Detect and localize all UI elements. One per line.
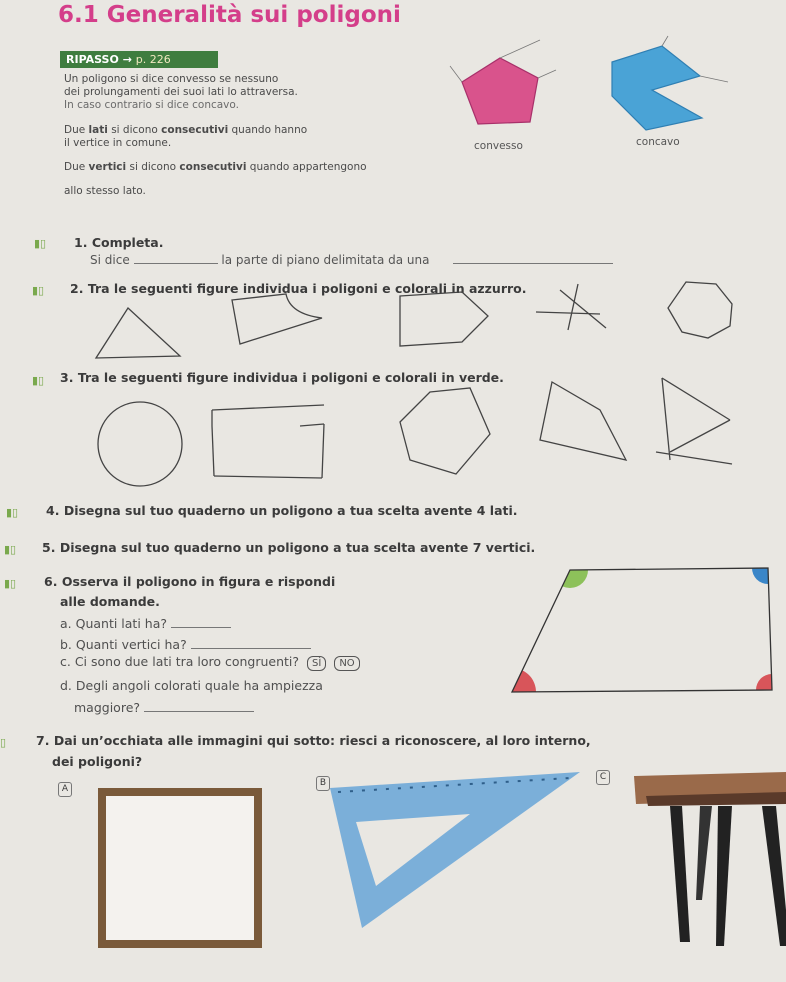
text-span: quando hanno — [228, 124, 308, 136]
difficulty-icon: ▮▯ — [4, 577, 17, 590]
difficulty-icon: ▮▯ — [6, 506, 19, 519]
section-number: 6.1 — [58, 2, 99, 28]
exercise-text: Disegna sul tuo quaderno un poligono a tua scelta avente 4 lati. — [63, 503, 518, 518]
exercise-6-title-cont: alle domande. — [60, 594, 160, 609]
convex-label: convesso — [474, 140, 523, 152]
stool-image — [634, 772, 786, 946]
yes-option[interactable]: SÌ — [307, 656, 326, 671]
bold-term: consecutivi — [161, 124, 229, 136]
definition-line: Un poligono si dice convesso se nessuno — [64, 73, 279, 85]
exercise-number: 1. — [74, 235, 88, 250]
difficulty-icon: ▮▯ — [32, 374, 45, 387]
label-a: A — [58, 782, 72, 797]
picture-frame-image — [98, 788, 262, 948]
no-option[interactable]: NO — [334, 656, 359, 671]
arrow-icon: → — [122, 53, 132, 66]
exercise-text: Disegna sul tuo quaderno un poligono a tua scelta avente 7 vertici. — [59, 540, 536, 555]
exercise-number: 4. — [46, 503, 60, 518]
definition-line: allo stesso lato. — [64, 185, 146, 197]
question-d: d. Degli angoli colorati quale ha ampiezza — [60, 678, 323, 693]
text-span: Si dice — [90, 253, 130, 267]
label-b: B — [316, 776, 330, 791]
exercise-text: Osserva il poligono in figura e rispondi — [61, 574, 336, 589]
concave-label: concavo — [636, 136, 680, 148]
exercise-number: 3. — [60, 370, 74, 385]
exercise-title: Completa. — [91, 235, 164, 250]
difficulty-icon: ▯ — [0, 736, 7, 749]
set-square-image — [330, 772, 580, 928]
question-text: c. Ci sono due lati tra loro congruenti? — [60, 654, 300, 669]
definition-line: In caso contrario si dice concavo. — [64, 99, 239, 111]
exercise-text: Dai un’occhiata alle immagini qui sotto: riesci a riconoscere, al loro interno, — [53, 733, 591, 748]
text-span: Due — [64, 124, 89, 136]
bold-term: lati — [88, 124, 108, 136]
bold-term: vertici — [88, 161, 127, 173]
text-span: Due — [64, 161, 89, 173]
definition-line: il vertice in comune. — [64, 137, 172, 149]
difficulty-icon: ▮▯ — [4, 543, 17, 556]
difficulty-icon: ▮▯ — [34, 237, 47, 250]
exercise-text: Tra le seguenti figure individua i poligoni e colorali in azzurro. — [87, 281, 527, 296]
difficulty-icon: ▮▯ — [32, 284, 45, 297]
text-span: la parte di piano delimitata da una — [221, 253, 430, 267]
exercise-number: 6. — [44, 574, 58, 589]
question-text: maggiore? — [74, 700, 141, 715]
exercise-number: 5. — [42, 540, 56, 555]
exercise-text: Tra le seguenti figure individua i poligoni e colorali in verde. — [77, 370, 504, 385]
exercise-7-cont: dei poligoni? — [52, 754, 143, 769]
ripasso-label: RIPASSO — [66, 53, 119, 66]
text-span: si dicono — [126, 161, 180, 173]
label-c: C — [596, 770, 610, 785]
question-text: b. Quanti vertici ha? — [60, 637, 187, 652]
bold-term: consecutivi — [179, 161, 247, 173]
text-span: quando appartengono — [246, 161, 367, 173]
section-title: Generalità sui poligoni — [106, 2, 401, 28]
question-text: a. Quanti lati ha? — [60, 616, 167, 631]
exercise-number: 7. — [36, 733, 50, 748]
ripasso-page-ref: p. 226 — [135, 53, 171, 66]
exercise-number: 2. — [70, 281, 84, 296]
text-span: si dicono — [107, 124, 162, 136]
definition-line: dei prolungamenti dei suoi lati lo attraversa. — [64, 86, 298, 98]
